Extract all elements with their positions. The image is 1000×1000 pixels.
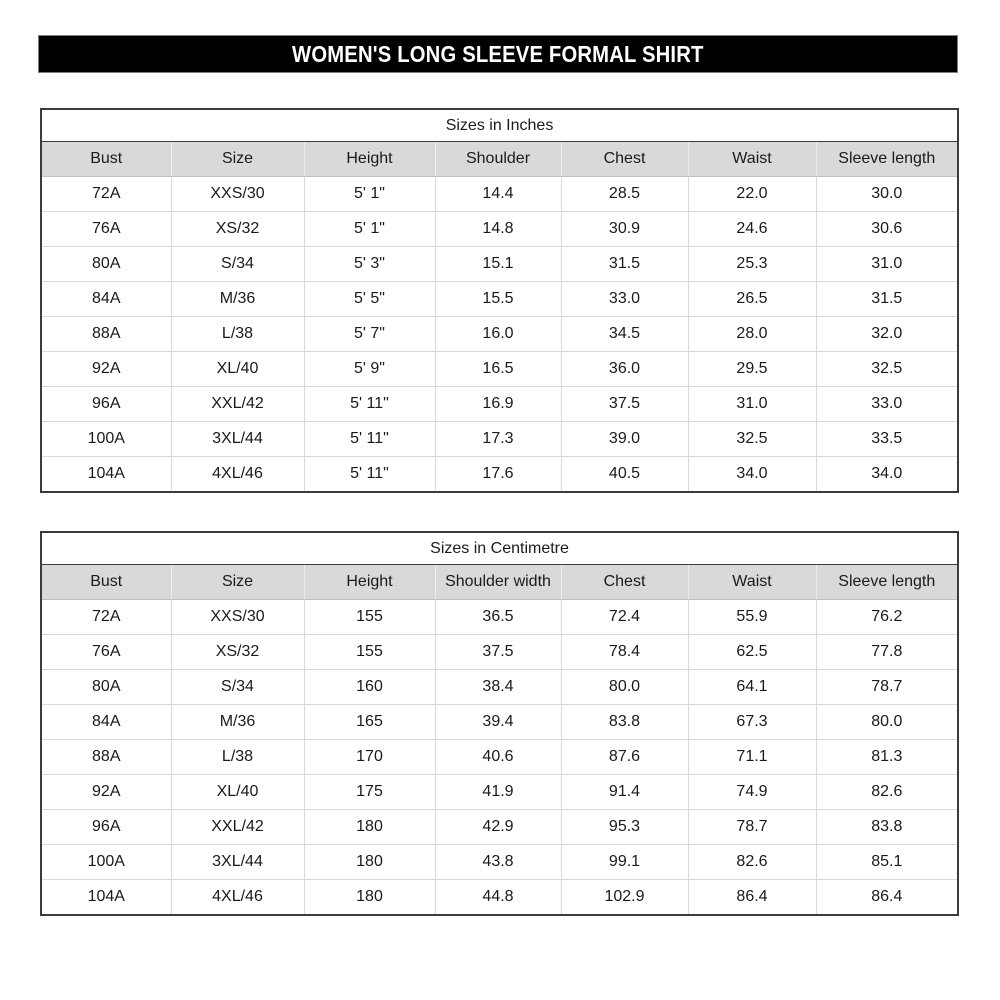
cell-waist: 71.1 [688, 740, 816, 775]
cell-sleeve-length: 33.5 [816, 422, 958, 457]
cell-height: 5' 1" [304, 212, 435, 247]
cell-size: XL/40 [171, 352, 304, 387]
cell-height: 5' 11" [304, 457, 435, 493]
column-header-shoulder: Shoulder [435, 142, 561, 177]
cell-bust: 76A [41, 212, 171, 247]
cell-height: 5' 11" [304, 387, 435, 422]
table-row [41, 880, 958, 916]
cell-shoulder: 16.9 [435, 387, 561, 422]
column-header-shoulder-width: Shoulder width [435, 565, 561, 600]
table-title: Sizes in Inches [41, 109, 958, 142]
inches-size-table [40, 108, 959, 493]
cell-shoulder: 14.4 [435, 177, 561, 212]
cell-shoulder: 16.0 [435, 317, 561, 352]
table-row [41, 845, 958, 880]
cell-waist: 86.4 [688, 880, 816, 916]
table-row [41, 600, 958, 635]
cell-size: XXL/42 [171, 387, 304, 422]
cell-height: 165 [304, 705, 435, 740]
cell-size: L/38 [171, 740, 304, 775]
cell-bust: 80A [41, 247, 171, 282]
cell-sleeve-length: 81.3 [816, 740, 958, 775]
column-header-bust: Bust [41, 142, 171, 177]
cell-sleeve-length: 34.0 [816, 457, 958, 493]
table-header-row [41, 565, 958, 600]
cell-chest: 37.5 [561, 387, 688, 422]
cell-waist: 24.6 [688, 212, 816, 247]
column-header-chest: Chest [561, 142, 688, 177]
cell-chest: 40.5 [561, 457, 688, 493]
cell-height: 5' 5" [304, 282, 435, 317]
table-row [41, 740, 958, 775]
cell-height: 5' 3" [304, 247, 435, 282]
column-header-size: Size [171, 142, 304, 177]
cell-waist: 26.5 [688, 282, 816, 317]
table-row [41, 317, 958, 352]
cell-bust: 72A [41, 177, 171, 212]
cell-bust: 104A [41, 457, 171, 493]
cell-size: L/38 [171, 317, 304, 352]
cell-shoulder-width: 39.4 [435, 705, 561, 740]
cell-sleeve-length: 76.2 [816, 600, 958, 635]
cell-sleeve-length: 85.1 [816, 845, 958, 880]
cell-size: XXS/30 [171, 600, 304, 635]
cell-sleeve-length: 32.5 [816, 352, 958, 387]
table-row [41, 775, 958, 810]
cell-height: 5' 9" [304, 352, 435, 387]
cell-waist: 74.9 [688, 775, 816, 810]
cell-bust: 92A [41, 775, 171, 810]
cell-size: S/34 [171, 670, 304, 705]
cell-chest: 34.5 [561, 317, 688, 352]
cell-sleeve-length: 30.0 [816, 177, 958, 212]
table-row [41, 705, 958, 740]
cell-sleeve-length: 80.0 [816, 705, 958, 740]
cell-size: XS/32 [171, 635, 304, 670]
cell-shoulder: 17.6 [435, 457, 561, 493]
table-row [41, 282, 958, 317]
cell-bust: 96A [41, 810, 171, 845]
cell-sleeve-length: 78.7 [816, 670, 958, 705]
cell-size: XL/40 [171, 775, 304, 810]
table-row [41, 352, 958, 387]
cell-size: M/36 [171, 705, 304, 740]
cell-shoulder: 14.8 [435, 212, 561, 247]
cell-height: 155 [304, 635, 435, 670]
table-title-row [41, 109, 958, 142]
cell-chest: 87.6 [561, 740, 688, 775]
cell-waist: 31.0 [688, 387, 816, 422]
cell-bust: 84A [41, 282, 171, 317]
cell-height: 175 [304, 775, 435, 810]
cell-shoulder-width: 37.5 [435, 635, 561, 670]
table-row [41, 810, 958, 845]
table-title: Sizes in Centimetre [41, 532, 958, 565]
cell-sleeve-length: 83.8 [816, 810, 958, 845]
table-header-row [41, 142, 958, 177]
table-row [41, 422, 958, 457]
cell-sleeve-length: 30.6 [816, 212, 958, 247]
cell-chest: 83.8 [561, 705, 688, 740]
cell-chest: 102.9 [561, 880, 688, 916]
cell-chest: 91.4 [561, 775, 688, 810]
column-header-chest: Chest [561, 565, 688, 600]
cell-height: 160 [304, 670, 435, 705]
cell-shoulder-width: 36.5 [435, 600, 561, 635]
cell-chest: 95.3 [561, 810, 688, 845]
cell-bust: 88A [41, 317, 171, 352]
cell-height: 180 [304, 880, 435, 916]
cell-chest: 39.0 [561, 422, 688, 457]
cell-sleeve-length: 77.8 [816, 635, 958, 670]
cell-shoulder-width: 40.6 [435, 740, 561, 775]
cell-shoulder: 15.1 [435, 247, 561, 282]
cell-size: 3XL/44 [171, 422, 304, 457]
cell-waist: 28.0 [688, 317, 816, 352]
cell-waist: 32.5 [688, 422, 816, 457]
cell-height: 5' 1" [304, 177, 435, 212]
cell-chest: 36.0 [561, 352, 688, 387]
cell-sleeve-length: 33.0 [816, 387, 958, 422]
cell-chest: 33.0 [561, 282, 688, 317]
cell-sleeve-length: 31.5 [816, 282, 958, 317]
cell-height: 5' 11" [304, 422, 435, 457]
cell-size: XXL/42 [171, 810, 304, 845]
cell-waist: 34.0 [688, 457, 816, 493]
cell-shoulder-width: 41.9 [435, 775, 561, 810]
cell-bust: 100A [41, 845, 171, 880]
cell-chest: 31.5 [561, 247, 688, 282]
cell-bust: 76A [41, 635, 171, 670]
cell-sleeve-length: 86.4 [816, 880, 958, 916]
cell-size: XS/32 [171, 212, 304, 247]
cell-waist: 67.3 [688, 705, 816, 740]
cell-height: 155 [304, 600, 435, 635]
cell-shoulder-width: 43.8 [435, 845, 561, 880]
table-row [41, 247, 958, 282]
cell-waist: 55.9 [688, 600, 816, 635]
cell-height: 170 [304, 740, 435, 775]
cell-sleeve-length: 32.0 [816, 317, 958, 352]
table-row [41, 387, 958, 422]
cell-shoulder-width: 38.4 [435, 670, 561, 705]
table-row [41, 670, 958, 705]
column-header-height: Height [304, 565, 435, 600]
column-header-bust: Bust [41, 565, 171, 600]
column-header-waist: Waist [688, 565, 816, 600]
cell-waist: 25.3 [688, 247, 816, 282]
column-header-size: Size [171, 565, 304, 600]
cell-waist: 29.5 [688, 352, 816, 387]
cell-size: M/36 [171, 282, 304, 317]
cell-shoulder: 15.5 [435, 282, 561, 317]
column-header-waist: Waist [688, 142, 816, 177]
table-row [41, 635, 958, 670]
product-title-banner [38, 35, 958, 73]
cell-chest: 72.4 [561, 600, 688, 635]
cell-chest: 30.9 [561, 212, 688, 247]
cell-waist: 64.1 [688, 670, 816, 705]
cell-waist: 82.6 [688, 845, 816, 880]
product-title: WOMEN'S LONG SLEEVE FORMAL SHIRT [292, 40, 704, 67]
cell-shoulder: 16.5 [435, 352, 561, 387]
cell-shoulder-width: 44.8 [435, 880, 561, 916]
table-row [41, 212, 958, 247]
column-header-height: Height [304, 142, 435, 177]
cell-height: 180 [304, 845, 435, 880]
cell-height: 5' 7" [304, 317, 435, 352]
cell-size: S/34 [171, 247, 304, 282]
cell-bust: 84A [41, 705, 171, 740]
cell-waist: 78.7 [688, 810, 816, 845]
cell-sleeve-length: 31.0 [816, 247, 958, 282]
cell-size: 4XL/46 [171, 457, 304, 493]
column-header-sleeve-length: Sleeve length [816, 565, 958, 600]
cell-shoulder: 17.3 [435, 422, 561, 457]
cell-bust: 100A [41, 422, 171, 457]
cell-chest: 99.1 [561, 845, 688, 880]
cell-bust: 88A [41, 740, 171, 775]
cell-chest: 78.4 [561, 635, 688, 670]
cell-bust: 104A [41, 880, 171, 916]
cell-sleeve-length: 82.6 [816, 775, 958, 810]
cell-bust: 96A [41, 387, 171, 422]
cell-bust: 72A [41, 600, 171, 635]
column-header-sleeve-length: Sleeve length [816, 142, 958, 177]
cell-chest: 28.5 [561, 177, 688, 212]
cell-size: 4XL/46 [171, 880, 304, 916]
cell-size: XXS/30 [171, 177, 304, 212]
cell-size: 3XL/44 [171, 845, 304, 880]
cell-shoulder-width: 42.9 [435, 810, 561, 845]
table-row [41, 457, 958, 493]
cell-waist: 62.5 [688, 635, 816, 670]
cell-chest: 80.0 [561, 670, 688, 705]
cell-bust: 92A [41, 352, 171, 387]
cell-bust: 80A [41, 670, 171, 705]
cell-waist: 22.0 [688, 177, 816, 212]
cell-height: 180 [304, 810, 435, 845]
table-title-row [41, 532, 958, 565]
centimetre-size-table [40, 531, 959, 916]
table-row [41, 177, 958, 212]
